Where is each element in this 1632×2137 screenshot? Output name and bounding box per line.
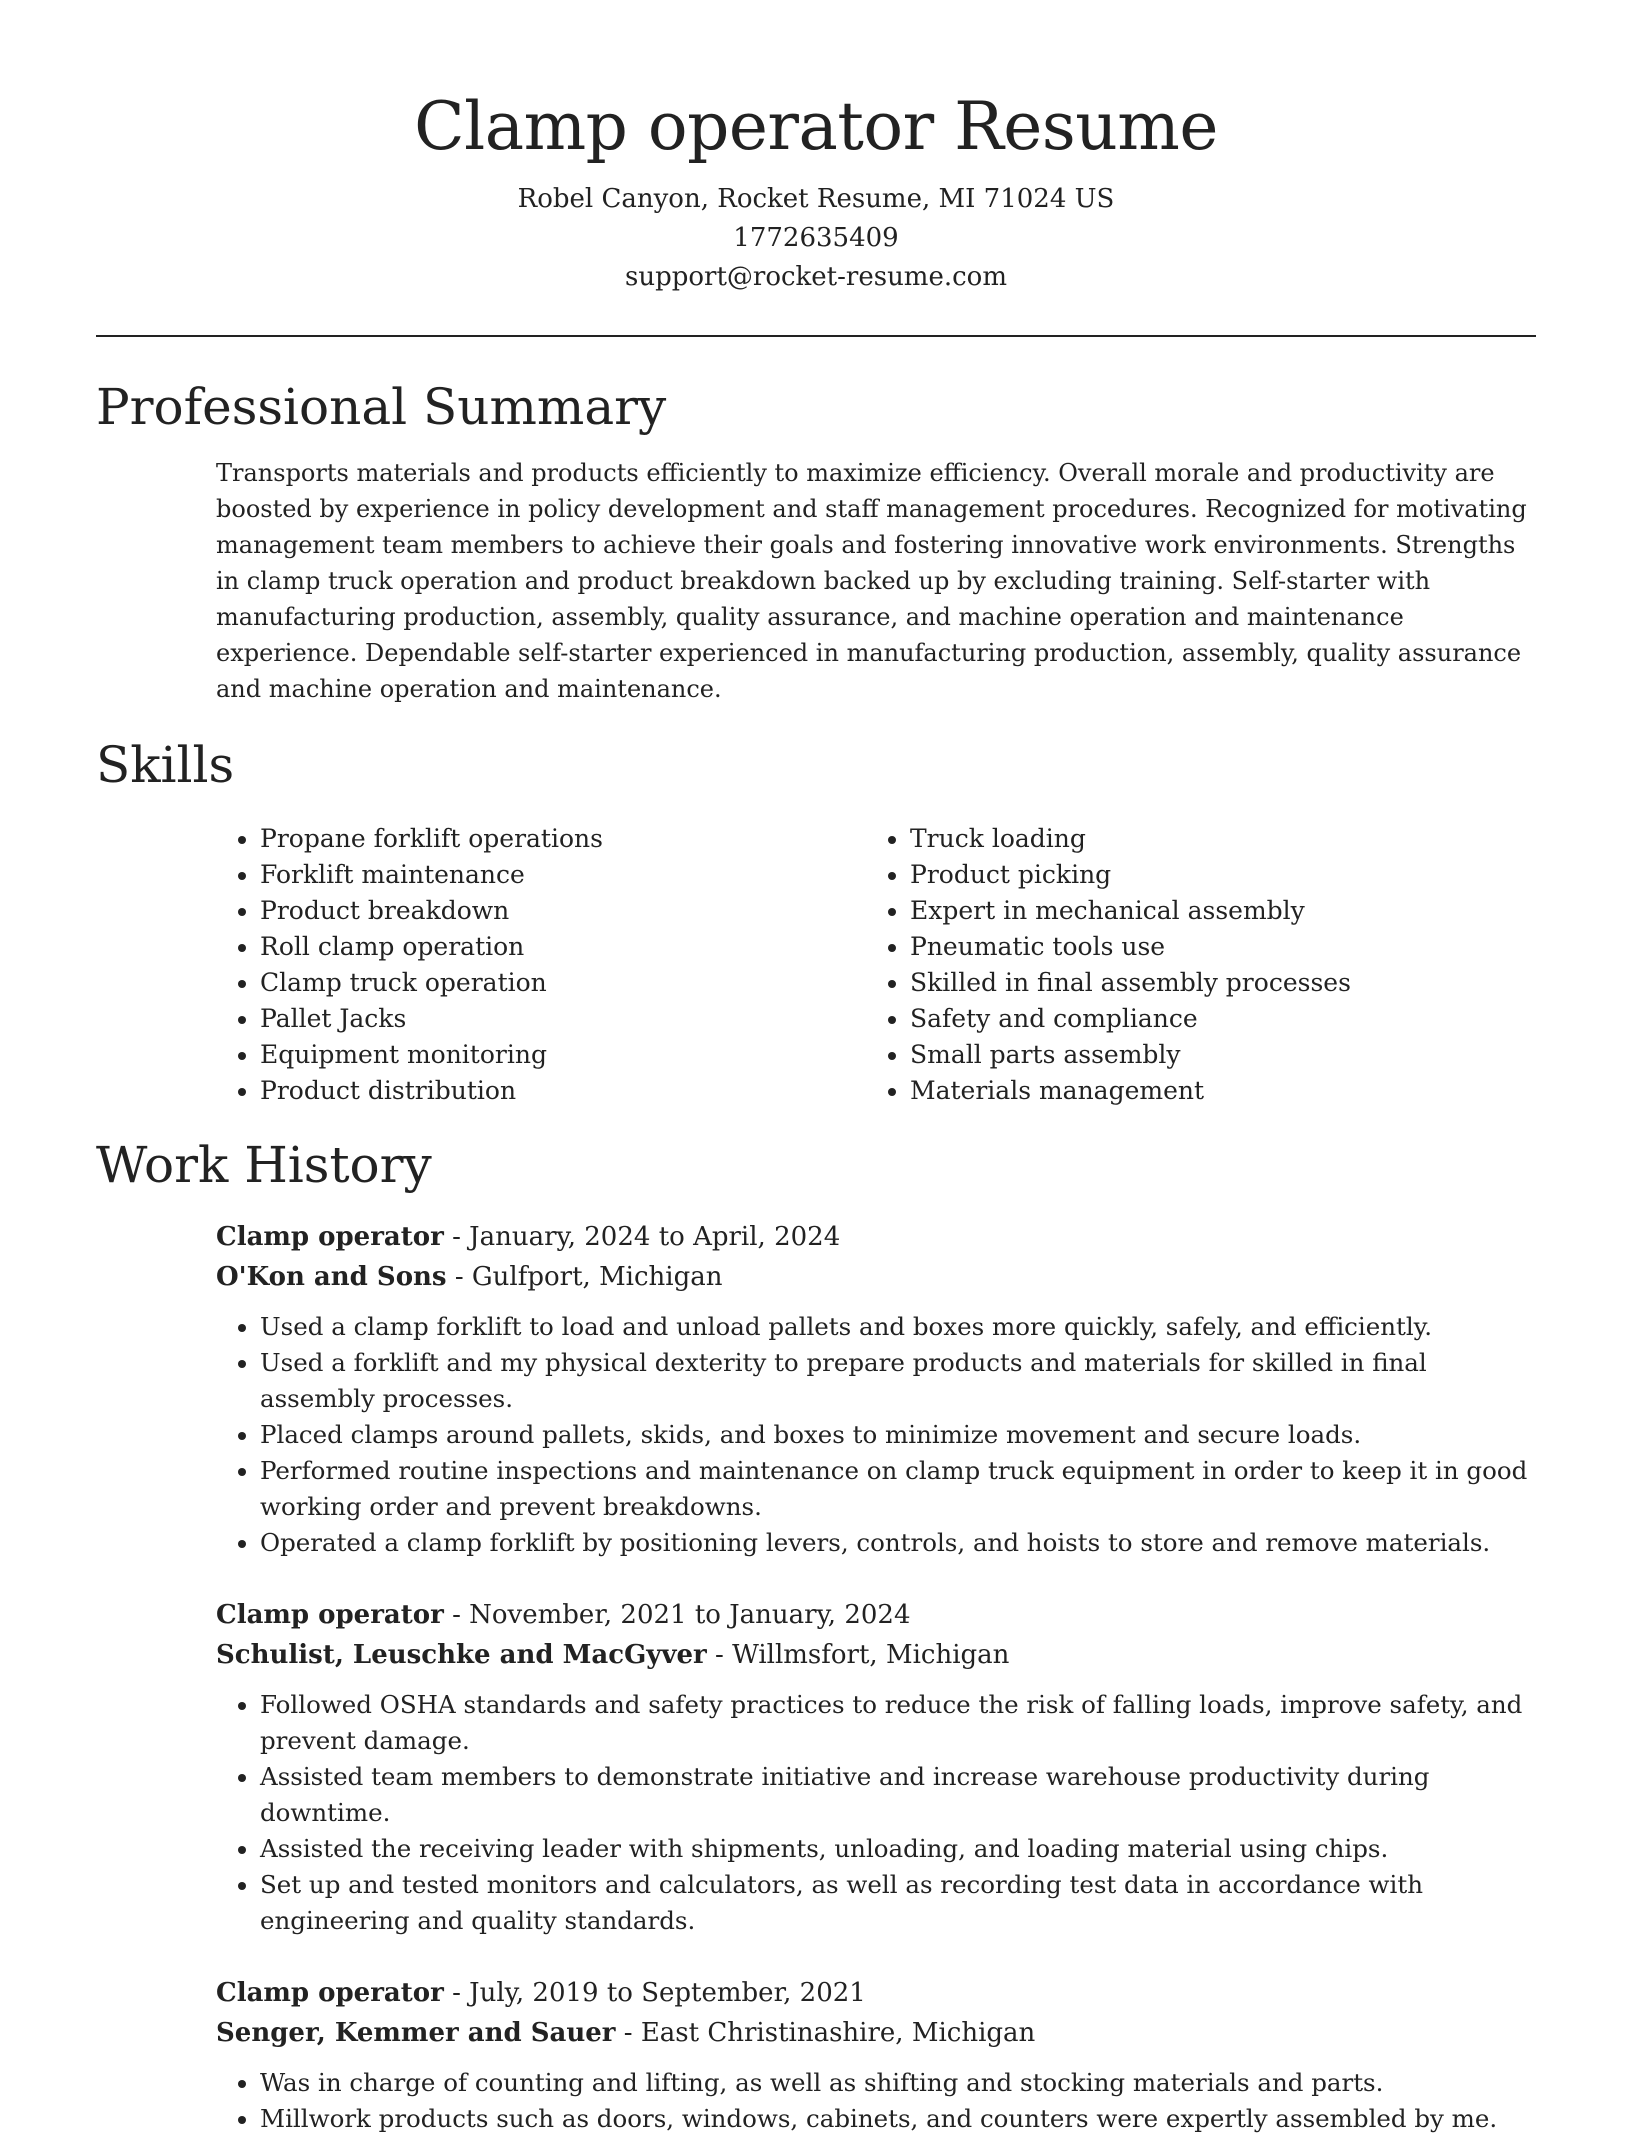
job-company-line: Schulist, Leuschke and MacGyver - Willmsfort, Michigan <box>216 1640 1010 1670</box>
skill-item: • Pneumatic tools use <box>910 929 1516 965</box>
skill-item: • Truck loading <box>910 821 1516 857</box>
skill-item: • Small parts assembly <box>910 1037 1516 1073</box>
job-entry <box>216 1595 1536 1939</box>
summary-heading: Professional Summary <box>96 378 667 436</box>
contact-info <box>96 180 1536 297</box>
job-company: O'Kon and Sons <box>216 1262 447 1292</box>
job-bullet: • Assisted team members to demonstrate initiative and increase warehouse productivity during downtime. <box>260 1759 1536 1831</box>
job-location: Willmsfort, Michigan <box>732 1640 1010 1670</box>
page-title: Clamp operator Resume <box>414 88 1218 165</box>
job-title-line: Clamp operator - January, 2024 to April, 2024 <box>216 1222 841 1252</box>
resume-header <box>96 0 1536 297</box>
skill-item: • Pallet Jacks <box>260 1001 866 1037</box>
job-bullet: • Followed OSHA standards and safety practices to reduce the risk of falling loads, improve safety, and prevent damage. <box>260 1687 1536 1759</box>
skill-item: • Safety and compliance <box>910 1001 1516 1037</box>
job-role: Clamp operator <box>216 1600 444 1630</box>
job-bullet: • Assisted the receiving leader with shipments, unloading, and loading material using chips. <box>260 1831 1536 1867</box>
job-bullet: • Placed clamps around pallets, skids, and boxes to minimize movement and secure loads. <box>260 1417 1536 1453</box>
skills-column-left <box>216 821 866 1109</box>
skill-item: • Product picking <box>910 857 1516 893</box>
job-bullet: • Performed routine inspections and maintenance on clamp truck equipment in order to keep it in good working order and prevent breakdowns. <box>260 1453 1536 1525</box>
skill-item: • Forklift maintenance <box>260 857 866 893</box>
skill-item: • Clamp truck operation <box>260 965 866 1001</box>
job-bullet: • Millwork products such as doors, windows, cabinets, and counters were expertly assembled by me. <box>260 2101 1536 2137</box>
job-dates: July, 2019 to September, 2021 <box>469 1978 866 2008</box>
summary-text: Transports materials and products efficiently to maximize efficiency. Overall morale and productivity are boosted by experience in policy development and staff management procedures. Recognized for motivating management team members to achieve their goals and fostering innovative work environments. Strengths in clamp truck operation and product breakdown backed up by excluding training. Self-starter with manufacturing production, assembly, quality assurance, and machine operation and maintenance experience. Dependable self-starter experienced in manufacturing production, assembly, quality assurance and machine operation and maintenance. <box>216 459 1527 703</box>
job-company-line: O'Kon and Sons - Gulfport, Michigan <box>216 1262 723 1292</box>
job-bullets <box>216 1687 1536 1939</box>
skills-column-right <box>866 821 1516 1109</box>
job-bullet: • Was in charge of counting and lifting, as well as shifting and stocking materials and parts. <box>260 2065 1536 2101</box>
skill-item: • Propane forklift operations <box>260 821 866 857</box>
email-text: support@rocket-resume.com <box>624 262 1007 292</box>
skill-item: • Roll clamp operation <box>260 929 866 965</box>
skills-heading: Skills <box>96 736 235 794</box>
job-bullet: • Used a clamp forklift to load and unload pallets and boxes more quickly, safely, and efficiently. <box>260 1309 1536 1345</box>
job-title-line: Clamp operator - November, 2021 to January, 2024 <box>216 1600 911 1630</box>
job-role: Clamp operator <box>216 1978 444 2008</box>
job-title-line: Clamp operator - July, 2019 to September, 2021 <box>216 1978 866 2008</box>
job-dates: January, 2024 to April, 2024 <box>469 1222 841 1252</box>
header-divider <box>96 335 1536 337</box>
job-company: Schulist, Leuschke and MacGyver <box>216 1640 707 1670</box>
skill-item: • Product distribution <box>260 1073 866 1109</box>
skill-item: • Equipment monitoring <box>260 1037 866 1073</box>
job-dates: November, 2021 to January, 2024 <box>469 1600 911 1630</box>
job-bullets <box>216 1309 1536 1561</box>
job-bullet: • Operated a clamp forklift by positioning levers, controls, and hoists to store and remove materials. <box>260 1525 1536 1561</box>
skill-item: • Materials management <box>910 1073 1516 1109</box>
job-bullet: • Set up and tested monitors and calculators, as well as recording test data in accordance with engineering and quality standards. <box>260 1867 1536 1939</box>
skill-item: • Expert in mechanical assembly <box>910 893 1516 929</box>
skill-item: • Skilled in final assembly processes <box>910 965 1516 1001</box>
skill-item: • Product breakdown <box>260 893 866 929</box>
work-history-heading: Work History <box>96 1136 432 1194</box>
resume-page <box>96 0 1536 2137</box>
job-role: Clamp operator <box>216 1222 444 1252</box>
job-company: Senger, Kemmer and Sauer <box>216 2018 616 2048</box>
job-entry <box>216 1217 1536 1561</box>
job-bullets <box>216 2065 1536 2137</box>
phone-text: 1772635409 <box>733 223 899 253</box>
skills-list <box>216 821 1536 1109</box>
job-bullet: • Used a forklift and my physical dexterity to prepare products and materials for skilled in final assembly processes. <box>260 1345 1536 1417</box>
address-text: Robel Canyon, Rocket Resume, MI 71024 US <box>517 184 1115 214</box>
job-location: East Christinashire, Michigan <box>640 2018 1036 2048</box>
job-entry <box>216 1973 1536 2137</box>
job-company-line: Senger, Kemmer and Sauer - East Christinashire, Michigan <box>216 2018 1036 2048</box>
job-location: Gulfport, Michigan <box>471 1262 723 1292</box>
